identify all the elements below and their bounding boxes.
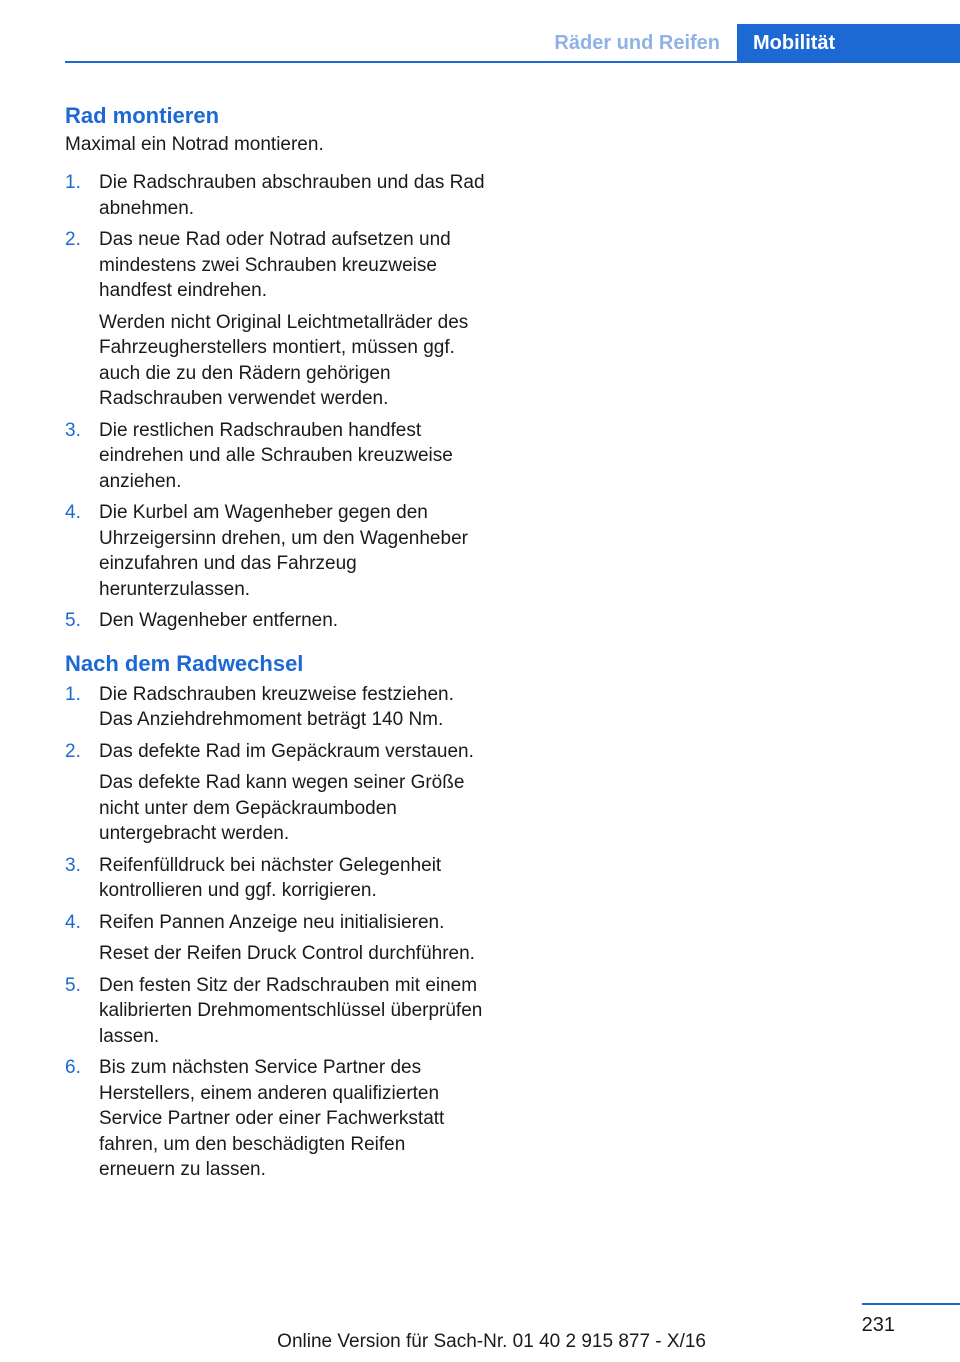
section-heading: Rad montieren: [65, 103, 220, 128]
section-heading: Nach dem Radwechsel: [65, 650, 304, 676]
step-number: 3.: [65, 854, 81, 876]
step-text: Das neue Rad oder Notrad aufsetzen und mindestens zwei Schrauben kreuzweise handfest eindrehen.: [99, 229, 451, 301]
step-number: 4.: [65, 911, 81, 933]
step-item: [65, 973, 485, 1050]
step-text: Reifen Pannen Anzeige neu initialisieren.: [99, 911, 445, 933]
step-item: [65, 418, 485, 495]
step-text: Die Radschrauben kreuzweise festziehen. Das Anziehdrehmoment beträgt 140 Nm.: [99, 683, 454, 730]
step-text: Die Kurbel am Wagenheber gegen den Uhrzeigersinn drehen, um den Wagenheber einzufahren und das Fahrzeug herunterzulassen.: [99, 502, 468, 600]
step-number: 2.: [65, 740, 81, 762]
page-number: 231: [861, 1314, 895, 1336]
step-number: 6.: [65, 1057, 81, 1078]
step-text: Werden nicht Original Leichtmetallräder des Fahrzeugherstellers montiert, müssen ggf. auch die zu den Rädern gehörigen Radschrauben verwendet werden.: [99, 311, 469, 409]
step-number: 5.: [65, 974, 81, 996]
section: [65, 100, 485, 634]
step-text: Den festen Sitz der Radschrauben mit einem kalibrierten Drehmomentschlüssel überprüfen lassen.: [99, 974, 483, 1047]
step-number: 4.: [65, 502, 81, 523]
step-item: [65, 227, 485, 412]
step-item: [65, 910, 485, 967]
header-chapter-tab: Mobilität: [737, 24, 960, 62]
step-text: Bis zum nächsten Service Partner des Herstellers, einem anderen qualifizierten Service Partner oder einer Fachwerkstatt fahren, um den beschädigten Reifen erneuern zu lassen.: [99, 1057, 445, 1180]
main-content: [65, 100, 485, 1197]
step-text: Reifenfülldruck bei nächster Gelegenheit kontrollieren und ggf. korrigieren.: [99, 854, 442, 901]
step-text: Die restlichen Radschrauben handfest eindrehen und alle Schrauben kreuzweise anziehen.: [99, 419, 453, 492]
step-text: Den Wagenheber entfernen.: [99, 610, 339, 631]
section: [65, 648, 485, 1183]
step-item: [65, 682, 485, 733]
step-item: [65, 739, 485, 847]
step-text: Die Radschrauben abschrauben und das Rad abnehmen.: [99, 172, 485, 219]
section-intro: Maximal ein Notrad montieren.: [65, 134, 324, 155]
step-number: 3.: [65, 419, 81, 441]
step-item: [65, 500, 485, 602]
step-list: [65, 170, 485, 634]
step-item: [65, 608, 485, 634]
step-text: Das defekte Rad kann wegen seiner Größe nicht unter dem Gepäckraumboden untergebracht werden.: [99, 772, 465, 844]
step-text: Reset der Reifen Druck Control durchführen.: [99, 943, 475, 964]
step-number: 1.: [65, 172, 81, 193]
step-list: [65, 682, 485, 1183]
step-number: 1.: [65, 683, 81, 705]
step-item: [65, 853, 485, 904]
step-text: Das defekte Rad im Gepäckraum verstauen.: [99, 740, 474, 762]
footer-version-note: Online Version für Sach-Nr. 01 40 2 915 877 - X/16: [277, 1331, 706, 1352]
footer-rule: [862, 1303, 960, 1305]
step-number: 2.: [65, 229, 81, 250]
step-item: [65, 170, 485, 221]
step-number: 5.: [65, 610, 81, 631]
header-section-label: Räder und Reifen: [554, 32, 720, 54]
step-item: [65, 1055, 485, 1183]
